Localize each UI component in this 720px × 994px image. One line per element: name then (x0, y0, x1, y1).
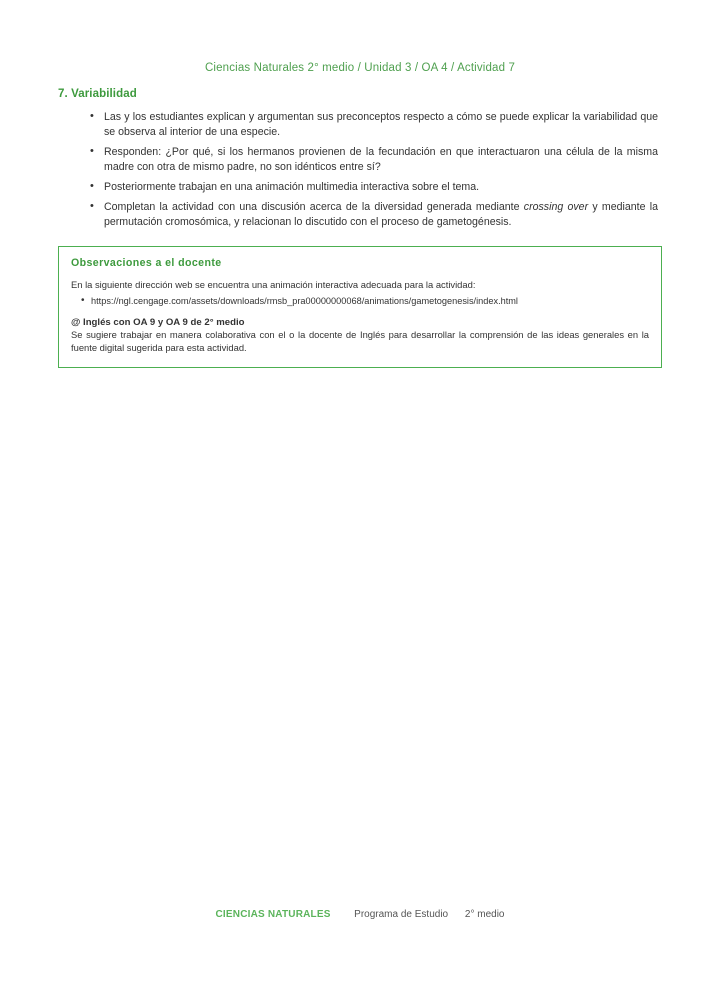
document-page (0, 62, 720, 994)
page-title: 7. Variabilidad (58, 88, 137, 100)
footer-level: 2° medio (464, 909, 505, 920)
cross-subject-heading: Inglés con OA 9 y OA 9 de 2° medio (83, 316, 245, 328)
list-item: • Las y los estudiantes explican y argumentan sus preconceptos respecto a cómo se puede explicar la variabilidad que se observa al interior de una especie. (104, 110, 662, 140)
resource-link[interactable]: • https://ngl.cengage.com/assets/downloads/rmsb_pra00000000068/animations/gametogenesis/index.html (91, 295, 649, 308)
page-footer (0, 909, 720, 920)
cross-subject-text: Se sugiere trabajar en manera colaborativa con el o la docente de Inglés para desarrollar la comprensión de las ideas generales en la fuente digital sugerida para esta actividad. (71, 328, 649, 354)
cross-subject-note (71, 317, 649, 328)
list-item-text-post: y mediante la permutación cromosómica, y relacionan lo discutido con el proceso de gametogénesis. (104, 201, 659, 229)
list-item (104, 200, 662, 230)
list-item: • Responden: ¿Por qué, si los hermanos provienen de la fecundación en que interactuaron una célula de la misma madre con otra de mismo padre, no son idénticos entre sí? (104, 145, 662, 175)
teacher-note-title: Observaciones a el docente (71, 257, 222, 270)
list-item: • Posteriormente trabajan en una animación multimedia interactiva sobre el tema. (104, 180, 662, 195)
footer-program: Programa de Estudio (354, 909, 449, 920)
list-item-text-pre: Completan la actividad con una discusión acerca de la diversidad generada mediante (104, 201, 524, 214)
breadcrumb: Ciencias Naturales 2° medio / Unidad 3 / OA 4 / Actividad 7 (204, 62, 516, 74)
activity-list (58, 110, 662, 230)
teacher-note-box (58, 246, 662, 368)
list-item-text-italic: crossing over (523, 201, 589, 214)
at-symbol: @ (71, 316, 81, 328)
footer-brand: CIENCIAS NATURALES (215, 909, 331, 920)
resource-link-list (71, 295, 649, 308)
teacher-note-intro: En la siguiente dirección web se encuentra una animación interactiva adecuada para la actividad: (71, 279, 476, 291)
